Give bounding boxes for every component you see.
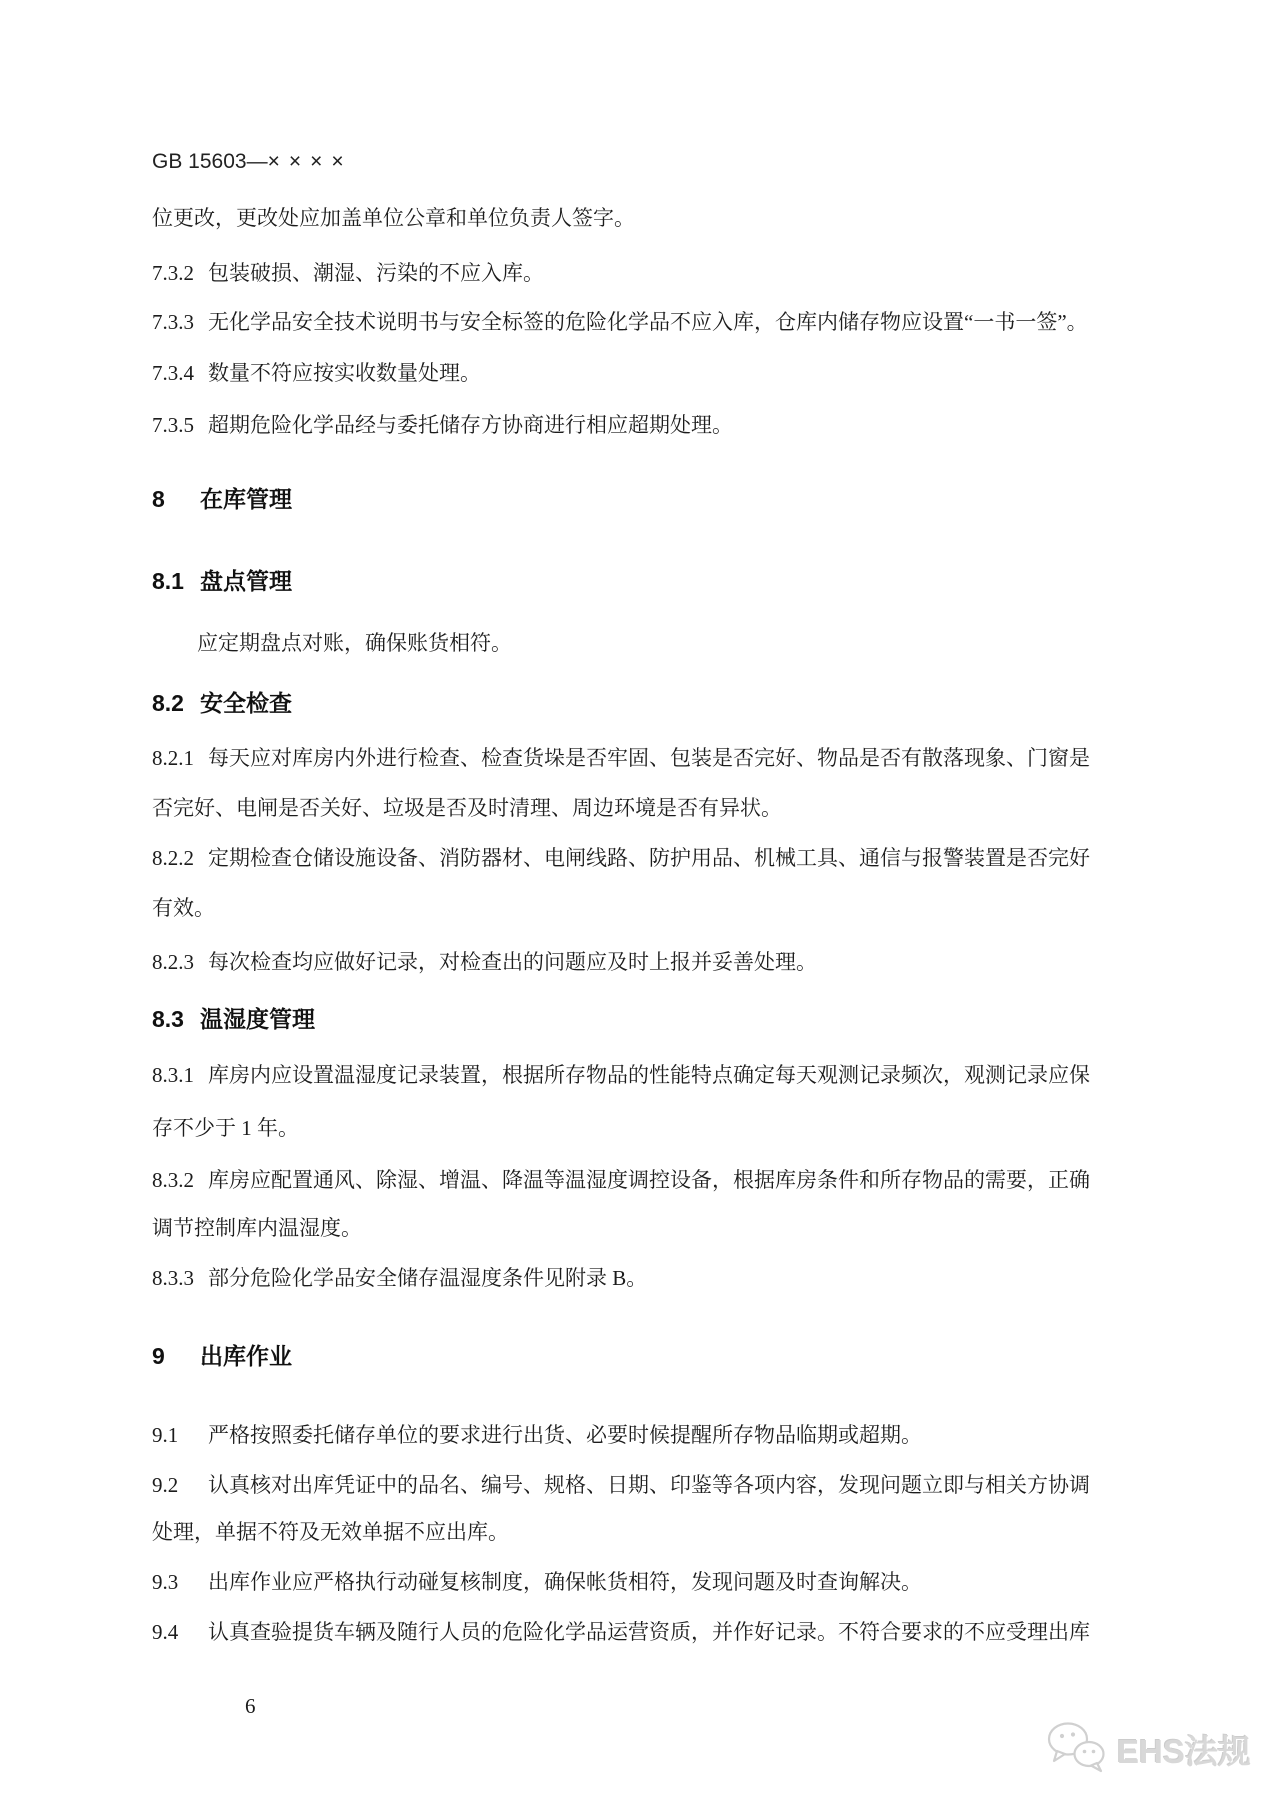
section-heading xyxy=(152,1006,315,1033)
clause-continuation-line xyxy=(152,1216,362,1241)
section-heading xyxy=(152,486,292,513)
clause-line xyxy=(152,846,1090,871)
clause-text: 每次检查均应做好记录，对检查出的问题应及时上报并妥善处理。 xyxy=(208,950,817,974)
clause-continuation-line xyxy=(152,1116,299,1141)
clause-number: 8.3.1 xyxy=(152,1063,194,1087)
clause-number: 8.3.2 xyxy=(152,1168,194,1192)
clause-continuation-line xyxy=(152,796,782,821)
clause-line xyxy=(152,1063,1090,1088)
section-number: 8.3 xyxy=(152,1006,184,1032)
clause-text: 处理，单据不符及无效单据不应出库。 xyxy=(152,1520,509,1544)
clause-line xyxy=(152,261,544,286)
clause-number: 8.2.3 xyxy=(152,950,194,974)
standard-number: GB 15603— xyxy=(152,150,268,173)
paragraph-line xyxy=(152,206,635,231)
clause-line xyxy=(152,1473,1090,1498)
clause-text: 出库作业应严格执行动碰复核制度，确保帐货相符，发现问题及时查询解决。 xyxy=(208,1570,922,1594)
clause-number: 8.2.1 xyxy=(152,746,194,770)
watermark-text: EHS法规 xyxy=(1117,1733,1251,1770)
heading-text: 安全检查 xyxy=(200,690,292,716)
clause-text: 数量不符应按实收数量处理。 xyxy=(208,361,481,385)
clause-continuation-line xyxy=(152,1520,509,1545)
clause-line xyxy=(152,1423,922,1448)
section-heading xyxy=(152,568,292,595)
standard-number-header xyxy=(152,150,353,174)
clause-line xyxy=(152,1620,1090,1645)
heading-text: 盘点管理 xyxy=(200,568,292,594)
section-number: 8 xyxy=(152,486,165,512)
clause-text: 有效。 xyxy=(152,896,215,920)
clause-text: 严格按照委托储存单位的要求进行出货、必要时候提醒所存物品临期或超期。 xyxy=(208,1423,922,1447)
section-number: 9 xyxy=(152,1343,165,1369)
clause-line xyxy=(152,1570,922,1595)
clause-number: 8.2.2 xyxy=(152,846,194,870)
clause-line xyxy=(152,746,1090,771)
clause-number: 7.3.3 xyxy=(152,310,194,334)
clause-line xyxy=(152,1168,1090,1193)
clause-number: 9.2 xyxy=(152,1473,179,1497)
heading-text: 出库作业 xyxy=(200,1343,292,1369)
paragraph-line xyxy=(197,631,512,656)
clause-number: 7.3.5 xyxy=(152,413,194,437)
paragraph-text: 应定期盘点对账，确保账货相符。 xyxy=(197,631,512,655)
clause-text: 库房内应设置温湿度记录装置，根据所存物品的性能特点确定每天观测记录频次，观测记录应保 xyxy=(208,1063,1090,1087)
clause-number: 9.1 xyxy=(152,1423,179,1447)
clause-number: 9.3 xyxy=(152,1570,179,1594)
heading-text: 在库管理 xyxy=(200,486,292,512)
clause-text: 超期危险化学品经与委托储存方协商进行相应超期处理。 xyxy=(208,413,733,437)
clause-text: 认真查验提货车辆及随行人员的危险化学品运营资质，并作好记录。不符合要求的不应受理出库 xyxy=(208,1620,1090,1644)
clause-text: 无化学品安全技术说明书与安全标签的危险化学品不应入库，仓库内储存物应设置“一书一签”。 xyxy=(208,310,1088,334)
heading-text: 温湿度管理 xyxy=(200,1006,315,1032)
clause-text: 定期检查仓储设施设备、消防器材、电闸线路、防护用品、机械工具、通信与报警装置是否完好 xyxy=(208,846,1090,870)
clause-number: 8.3.3 xyxy=(152,1266,194,1290)
standard-number-placeholders: ×××× xyxy=(267,150,353,173)
clause-text: 否完好、电闸是否关好、垃圾是否及时清理、周边环境是否有异状。 xyxy=(152,796,782,820)
clause-line xyxy=(152,310,1088,335)
paragraph-text: 位更改，更改处应加盖单位公章和单位负责人签字。 xyxy=(152,206,635,230)
clause-line xyxy=(152,361,481,386)
clause-number: 7.3.4 xyxy=(152,361,194,385)
section-number: 8.2 xyxy=(152,690,184,716)
clause-number: 7.3.2 xyxy=(152,261,194,285)
clause-continuation-line xyxy=(152,896,215,921)
clause-text: 存不少于 1 年。 xyxy=(152,1116,299,1140)
page-number: 6 xyxy=(245,1694,256,1718)
clause-text: 调节控制库内温湿度。 xyxy=(152,1216,362,1240)
section-heading xyxy=(152,1343,292,1370)
clause-text: 库房应配置通风、除湿、增温、降温等温湿度调控设备，根据库房条件和所存物品的需要，正确 xyxy=(208,1168,1090,1192)
clause-text: 认真核对出库凭证中的品名、编号、规格、日期、印鉴等各项内容，发现问题立即与相关方协调 xyxy=(208,1473,1090,1497)
clause-number: 9.4 xyxy=(152,1620,179,1644)
clause-line xyxy=(152,413,733,438)
wechat-icon xyxy=(1045,1720,1107,1779)
watermark xyxy=(1045,1720,1251,1779)
clause-text: 每天应对库房内外进行检查、检查货垛是否牢固、包装是否完好、物品是否有散落现象、门窗是 xyxy=(208,746,1090,770)
section-number: 8.1 xyxy=(152,568,184,594)
clause-text: 包装破损、潮湿、污染的不应入库。 xyxy=(208,261,544,285)
clause-line xyxy=(152,1266,647,1291)
clause-text: 部分危险化学品安全储存温湿度条件见附录 B。 xyxy=(208,1266,648,1290)
section-heading xyxy=(152,690,292,717)
clause-line xyxy=(152,950,817,975)
